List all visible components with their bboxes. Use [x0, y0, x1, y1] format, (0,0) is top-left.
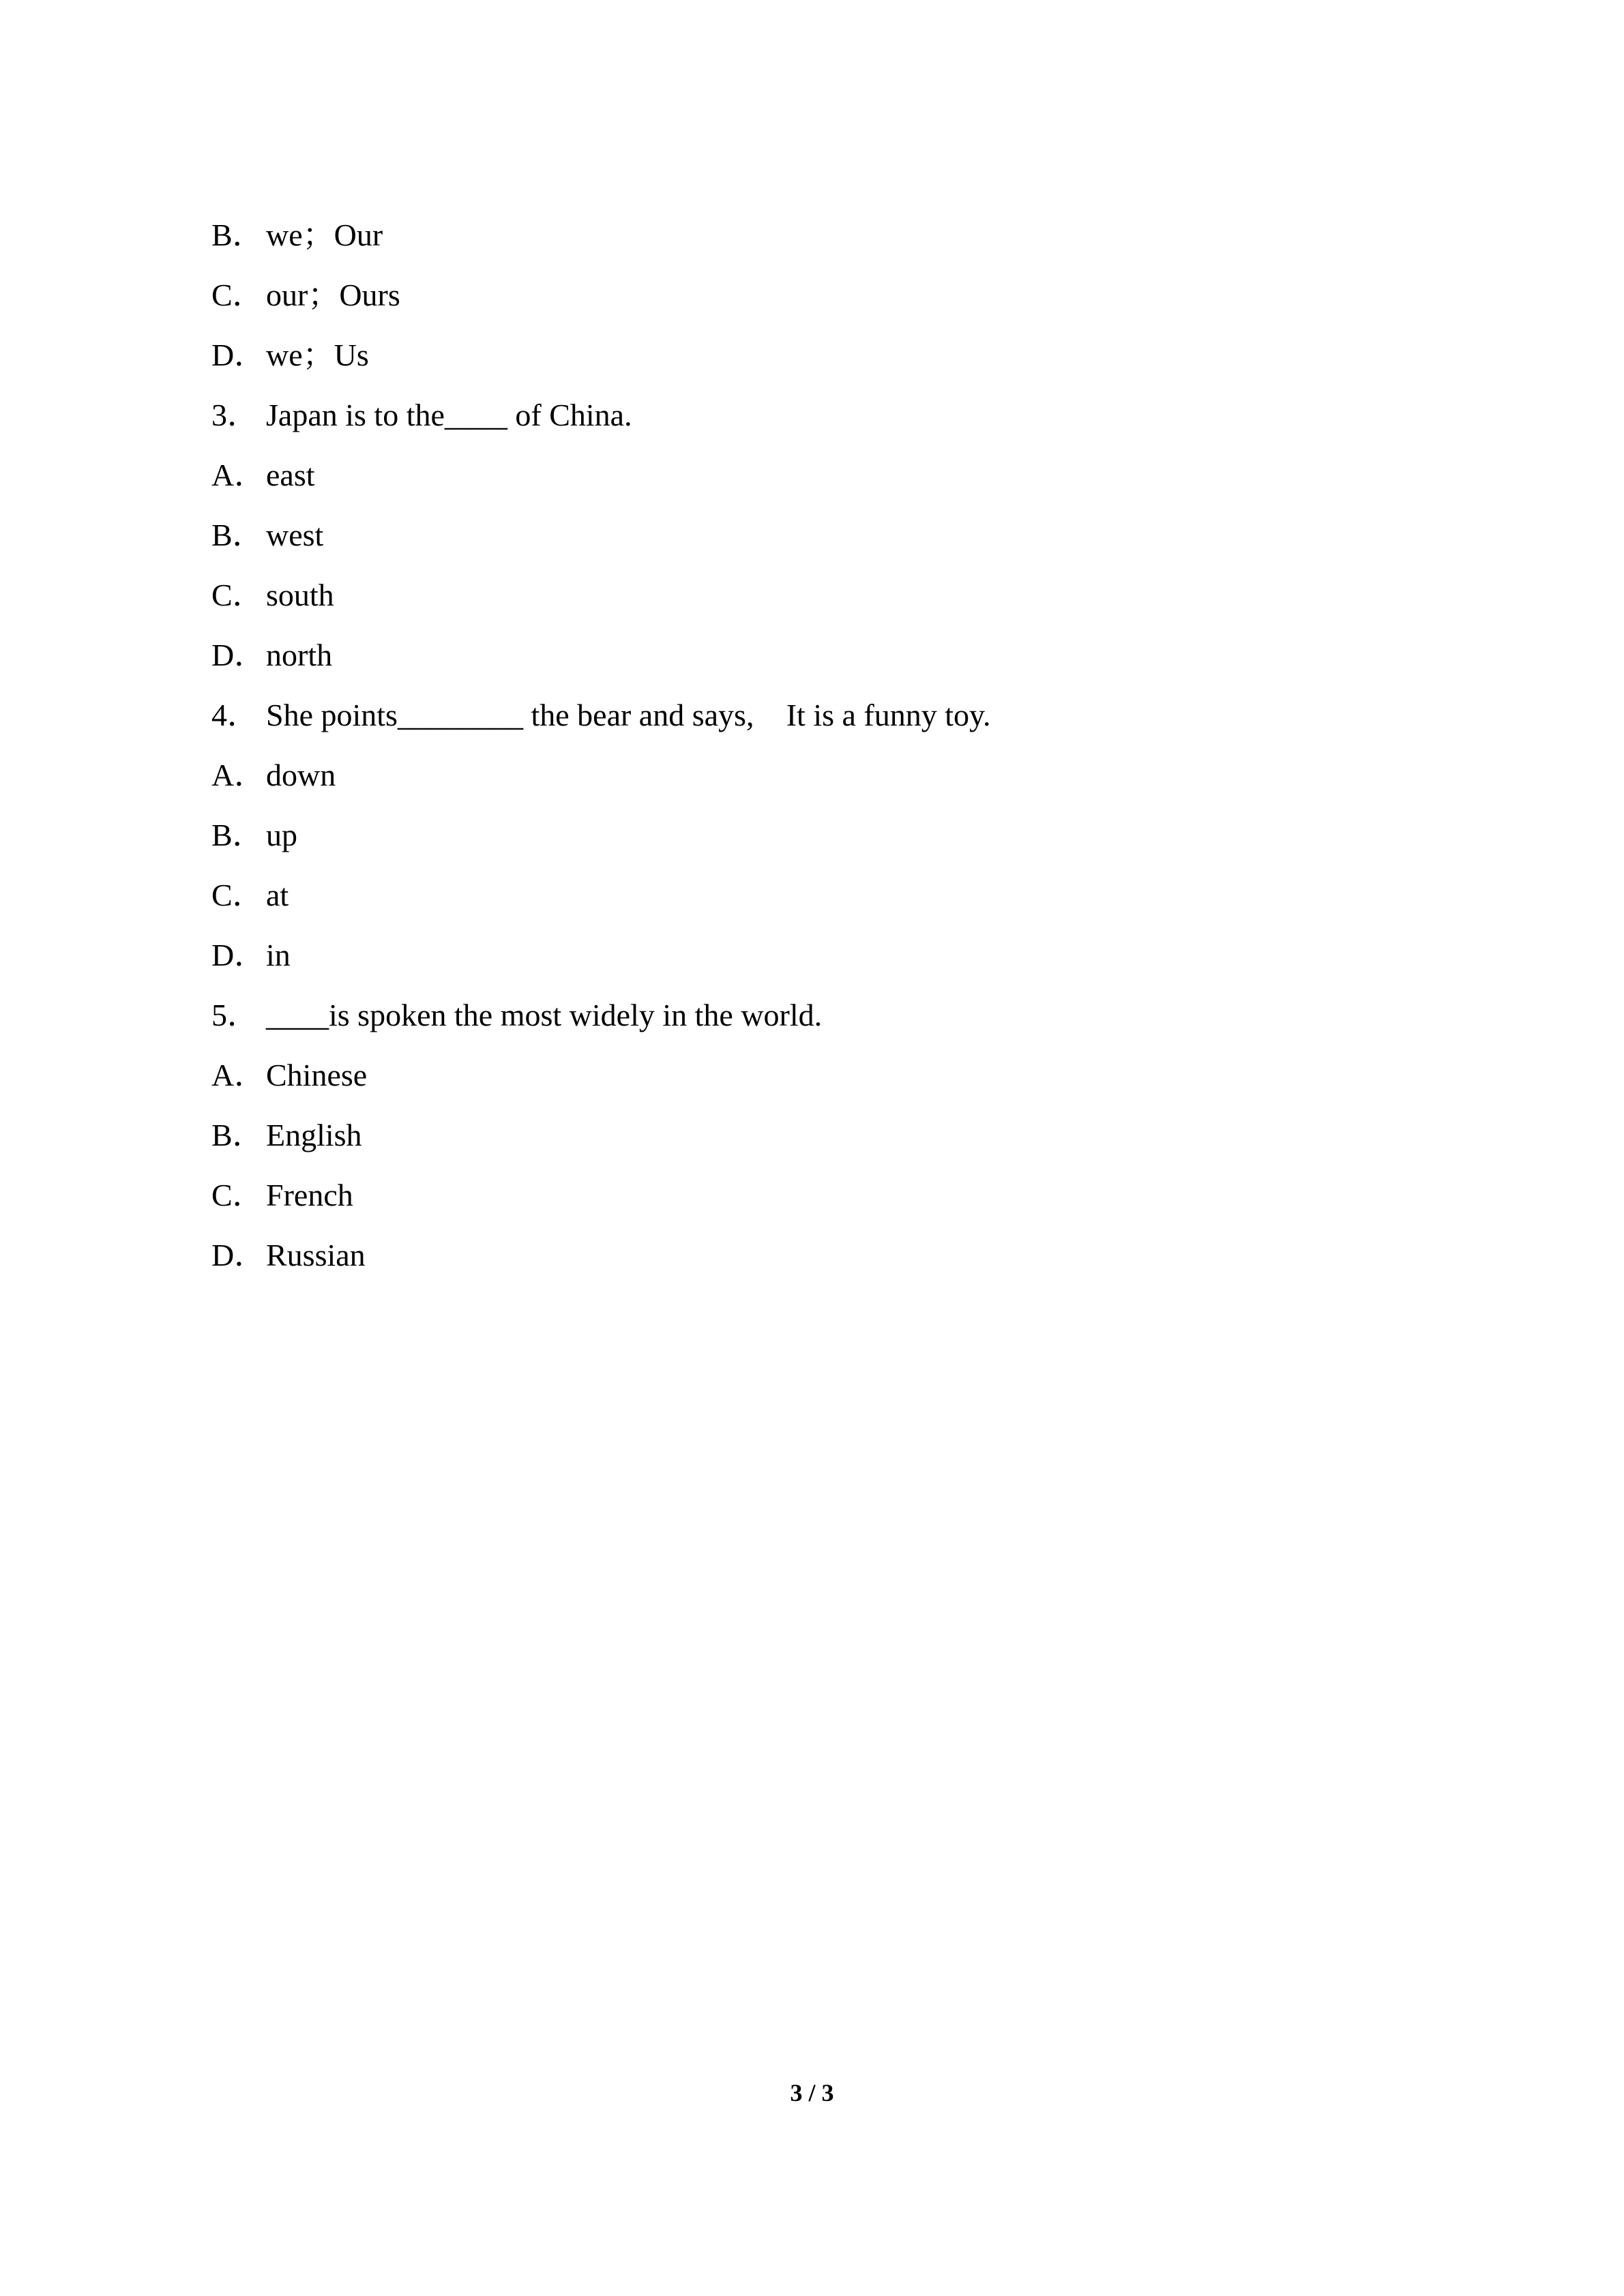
option-text: Chinese [266, 1058, 368, 1092]
option-text: south [266, 578, 334, 612]
option-label: B． [211, 518, 264, 552]
question-number: 3． [211, 398, 259, 432]
question-content [211, 211, 1439, 1292]
option-text: our；Ours [266, 278, 400, 312]
option-label: D． [211, 638, 266, 672]
option-label: C． [211, 1178, 264, 1212]
option-label: D． [211, 338, 266, 372]
option-label: C． [211, 578, 264, 612]
option-line [211, 931, 1439, 992]
option-line [211, 751, 1439, 811]
option-text: at [266, 878, 289, 912]
option-text: down [266, 758, 336, 792]
question-text: Japan is to the____ of China. [266, 398, 632, 432]
option-line [211, 451, 1439, 511]
option-label: B． [211, 218, 264, 252]
option-text: in [266, 938, 291, 972]
option-text: English [266, 1118, 362, 1152]
page-number: 3 / 3 [790, 2079, 834, 2106]
option-text: we；Our [266, 218, 383, 252]
option-line [211, 1232, 1439, 1292]
question-text: She points________ the bear and says,  It is a funny toy.  [266, 698, 1016, 732]
option-line [211, 211, 1439, 271]
option-line [211, 811, 1439, 871]
question-line [211, 391, 1439, 451]
option-label: A． [211, 1058, 266, 1092]
question-number: 5． [211, 998, 259, 1032]
option-text: French [266, 1178, 353, 1212]
option-line [211, 511, 1439, 571]
option-text: up [266, 818, 297, 852]
option-label: D． [211, 938, 266, 972]
question-number: 4． [211, 698, 259, 732]
option-line [211, 271, 1439, 331]
option-label: A． [211, 458, 266, 492]
question-line [211, 691, 1439, 751]
option-line [211, 331, 1439, 391]
option-line [211, 1112, 1439, 1172]
question-line [211, 992, 1439, 1052]
option-label: B． [211, 1118, 264, 1152]
option-text: we；Us [266, 338, 369, 372]
option-label: B． [211, 818, 264, 852]
option-line [211, 1052, 1439, 1112]
option-line [211, 631, 1439, 691]
option-line [211, 871, 1439, 931]
option-text: east [266, 458, 315, 492]
option-label: D． [211, 1238, 266, 1272]
option-label: A． [211, 758, 266, 792]
option-text: west [266, 518, 324, 552]
option-line [211, 571, 1439, 631]
option-text: Russian [266, 1238, 366, 1272]
option-line [211, 1172, 1439, 1232]
question-text: ____is spoken the most widely in the world. [266, 998, 823, 1032]
option-label: C． [211, 278, 264, 312]
option-text: north [266, 638, 333, 672]
option-label: C． [211, 878, 264, 912]
